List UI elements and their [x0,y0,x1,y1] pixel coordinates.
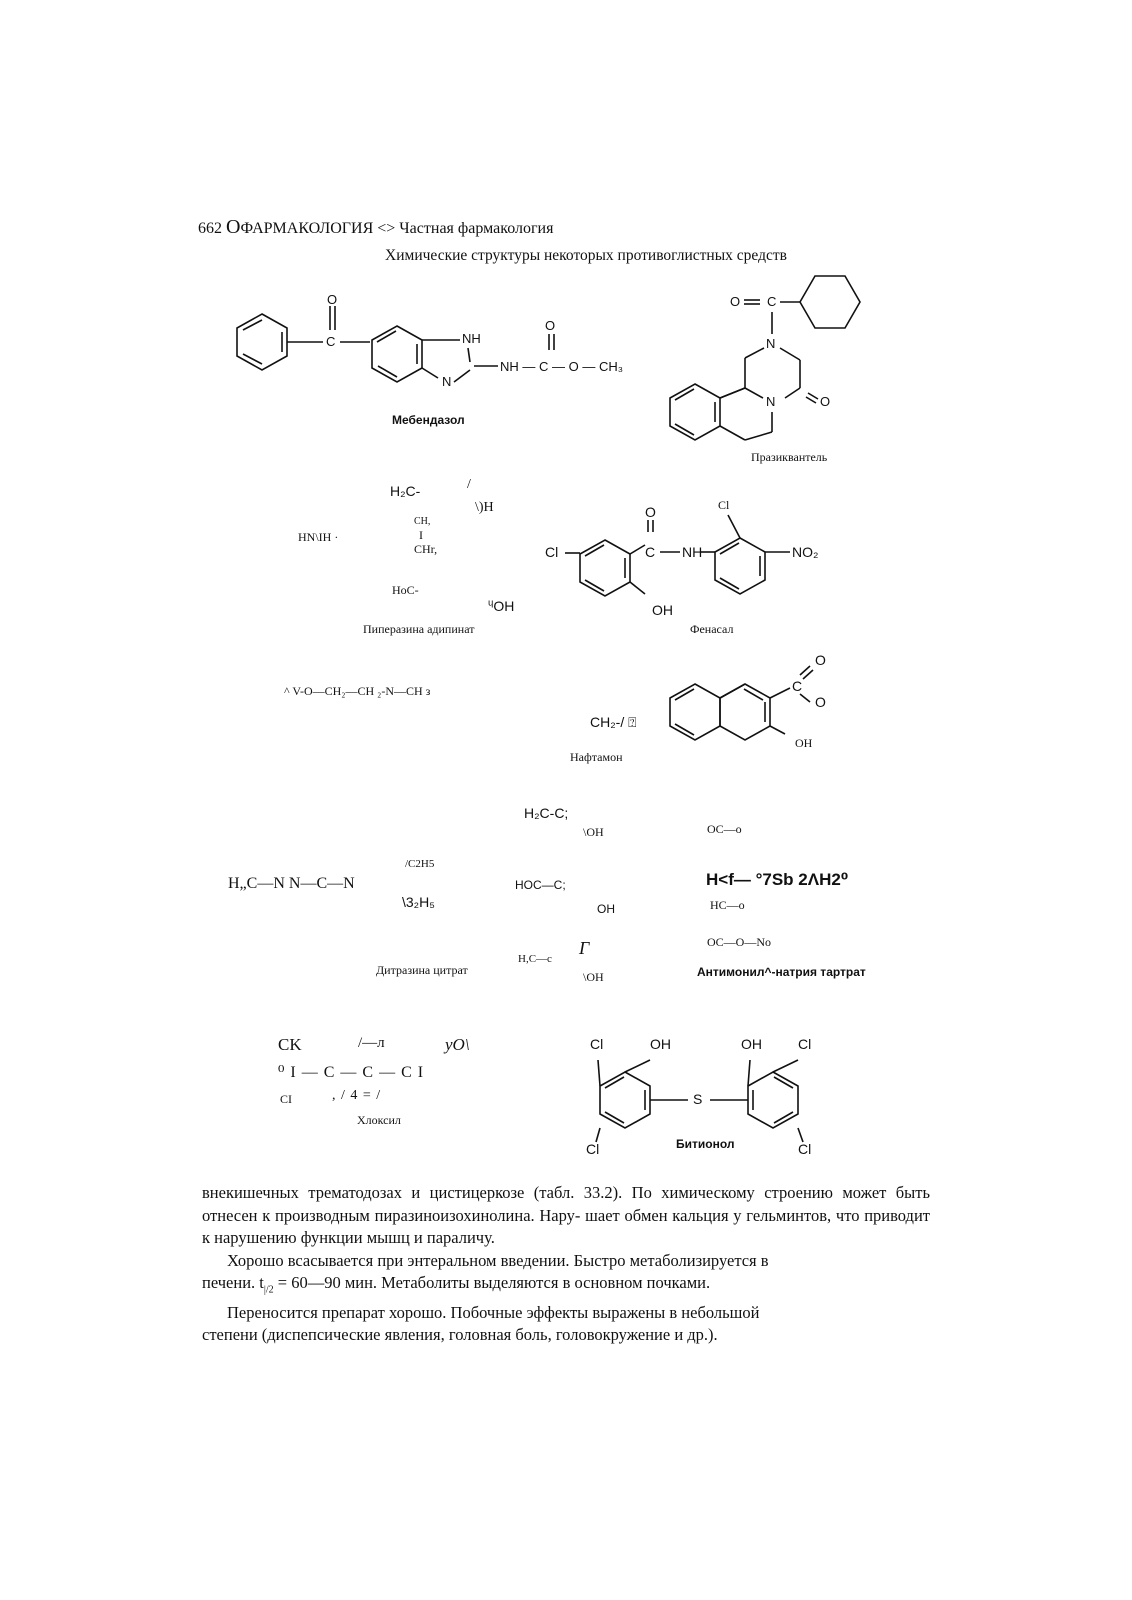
atom-label: Cl [586,1141,600,1157]
atom-label: O [820,394,831,409]
compound-name: Дитразина цитрат [376,963,468,977]
ocr-fragment: I [419,528,423,542]
atom-label: NH [682,544,703,560]
atom-label: C [645,544,656,560]
ocr-fragment: CH, [414,516,431,527]
bithionol-ring-1 [600,1072,650,1128]
atom-label: C [792,678,803,694]
atom-label: NO₂ [792,544,819,560]
ocr-fragment: ᶣOH [488,598,515,614]
ocr-fragment: / [467,477,471,492]
text-line: шает обмен кальция у гельминтов, что приводит к нарушению функции мышц [202,1205,930,1247]
ocr-fragment: HOC—C; [515,878,566,892]
header-separator: <> [377,220,396,237]
atom-label: OH [795,736,813,750]
atom-label: O [327,292,338,307]
praziquantel-cyclohexyl-ring [800,276,860,328]
text-line: и параличу. [413,1228,495,1247]
ocr-fragment: H„C—N N—C—N [228,875,355,892]
ocr-fragment: \OH [583,825,604,839]
atom-label: O [815,694,826,710]
ocr-fragment: ^ V-O—CH₂—CH ₂-N—CH з [284,684,431,698]
atom-label: N [766,336,776,351]
text-fragment: печени. t [202,1273,264,1292]
atom-label: C [326,334,336,349]
section-title: Частная фармакология [399,220,554,237]
praziquantel-benzo-ring [670,384,720,440]
compound-name: Мебендазол [392,413,465,427]
atom-label: N [766,394,776,409]
text-fragment: = 60—90 мин. Метаболиты выделяются в основном почками. [273,1273,711,1292]
ocr-fragment: H,C—c [518,953,552,965]
compound-name: Нафтамон [570,750,623,764]
paragraph-2 [202,1250,930,1302]
atom-label: Cl [798,1036,812,1052]
ocr-fragment: \)H [475,500,494,515]
atom-label: Cl [798,1141,812,1157]
ocr-fragment: H<f— °7Sb 2ΛH2⁰ [706,870,849,889]
atom-label: Cl [590,1036,604,1052]
atom-label: O [645,504,656,520]
compound-name: Фенасал [690,622,734,636]
mebendazole-benzo-ring [372,326,422,382]
compound-name: Пиперазина адипинат [363,622,475,636]
ocr-fragment: /C2H5 [405,858,435,870]
ocr-fragment: CI [280,1092,292,1106]
ocr-fragment: /—л [358,1035,385,1051]
ocr-fragment: CH₂-/ ⍰ [590,714,637,730]
atom-label: Cl [718,498,730,512]
text-line: строению может быть отнесен к производным пиразиноизохинолина. Нару- [202,1183,930,1225]
atom-label: Cl [545,544,559,560]
compound-name: Хлоксил [357,1113,401,1127]
page-number: 662 [198,220,222,237]
ocr-fragment: , / 4 = / [332,1088,382,1103]
atom-label: OH [652,602,673,618]
book-title: ФАРМАКОЛОГИЯ [240,220,374,237]
body-text [202,1182,930,1347]
compound-name: Празиквантель [751,450,828,464]
ocr-fragment: OH [597,902,615,916]
fenasal-ring-2 [715,538,765,594]
atom-label: S [693,1091,703,1107]
fenasal-structure [565,515,790,596]
paragraph-3 [202,1302,930,1347]
compound-name: Антимонил^-натрия тартрат [697,965,866,979]
text-line: внекишечных трематодозах и цистицеркозе (табл. 33.2). По химическому [202,1183,755,1202]
ocr-fragment: Г [579,938,590,958]
atom-label: C [767,294,777,309]
paragraph-1 [202,1182,930,1250]
atom-label: NH [462,331,481,346]
atom-label: O [545,318,556,333]
ocr-fragment: HC—o [710,898,745,912]
figure-caption: Химические структуры некоторых противоглистных средств [385,247,787,264]
naftamon-ring-1 [670,684,720,740]
ocr-fragment: H₂C-C; [524,805,569,821]
text-line: степени (диспепсические явления, головная боль, головокружение и др.). [202,1325,718,1345]
mebendazole-chain: NH — C — O — CH₃ [500,359,624,374]
ocr-fragment: ⁰ I — C — C — C I [278,1064,425,1081]
atom-label: N [442,374,452,389]
ocr-fragment: HoC- [392,583,419,597]
atom-label: OH [741,1036,762,1052]
atom-label: O [815,652,826,668]
compound-name: Битионол [676,1137,735,1151]
naftamon-ring-2 [720,684,770,740]
bithionol-ring-2 [748,1072,798,1128]
header-symbol: O [226,216,241,238]
ocr-fragment: H₂C- [390,483,421,499]
text-line: Хорошо всасывается при энтеральном введении. Быстро метаболизируется в [227,1250,769,1270]
ocr-fragment: \3₂H₅ [402,894,435,910]
ocr-fragment: OC—O—No [707,935,772,949]
ocr-fragment: HN\IH · [298,530,339,544]
ocr-fragment: yO\ [445,1035,470,1054]
subscript: |/2 [263,1284,274,1296]
ocr-fragment: CK [278,1035,302,1054]
text-line: Переносится препарат хорошо. Побочные эффекты выражены в небольшой [227,1302,760,1322]
atom-label: O [730,294,741,309]
ocr-fragment: CHr, [414,542,438,556]
fenasal-ring-1 [580,540,630,596]
mebendazole-phenyl-ring [237,314,287,370]
atom-label: OH [650,1036,671,1052]
ocr-fragment: \OH [583,970,604,984]
ocr-fragment: OC—o [707,822,742,836]
praziquantel-structure [670,276,860,440]
